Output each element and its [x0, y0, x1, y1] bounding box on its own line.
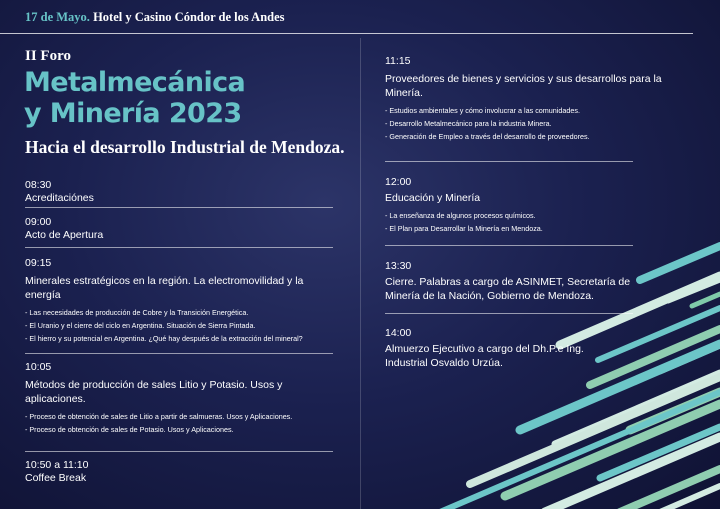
schedule-time: 08:30 — [25, 179, 52, 191]
bullet-item: - Desarrollo Metalmecánico para la industria Minera. — [385, 119, 552, 128]
schedule-label: Acreditaciónes — [25, 192, 94, 204]
schedule-item-1200 — [385, 176, 685, 238]
bullet-item: - Generación de Empleo a través del desarrollo de proveedores. — [385, 132, 590, 141]
schedule-divider — [25, 353, 333, 354]
schedule-divider — [25, 247, 333, 248]
schedule-item-coffee — [25, 459, 325, 485]
schedule-time: 10:05 — [25, 361, 52, 373]
schedule-divider — [25, 451, 333, 452]
schedule-item-1005 — [25, 361, 325, 439]
event-subtitle: Hacia el desarrollo Industrial de Mendoza. — [25, 137, 345, 157]
schedule-divider — [385, 245, 633, 246]
schedule-label: Coffee Break — [25, 472, 87, 484]
bullet-item: - Estudios ambientales y cómo involucrar a las comunidades. — [385, 106, 580, 115]
schedule-label: Minerales estratégicos en la región. La electromovilidad y la energía — [25, 275, 304, 301]
schedule-divider — [385, 161, 633, 162]
bullet-item: - Proceso de obtención de sales de Litio a partir de salmueras. Usos y Aplicaciones. — [25, 412, 293, 421]
event-date-venue — [25, 10, 285, 25]
header-divider — [0, 33, 693, 34]
schedule-divider — [25, 207, 333, 208]
bullet-item: - La enseñanza de algunos procesos químicos. — [385, 211, 536, 220]
bullet-item: - Las necesidades de producción de Cobre y la Transición Energética. — [25, 308, 249, 317]
schedule-bullets — [385, 212, 685, 233]
event-date: 17 de Mayo. — [25, 10, 90, 24]
schedule-time: 13:30 — [385, 260, 412, 272]
schedule-item-1400 — [385, 327, 585, 370]
schedule-bullets — [25, 413, 325, 434]
schedule-time: 09:15 — [25, 257, 52, 269]
event-title — [24, 67, 354, 129]
schedule-item-0915 — [25, 257, 325, 348]
schedule-time: 10:50 a 11:10 — [25, 459, 89, 471]
schedule-item-0830 — [25, 179, 325, 205]
schedule-time: 09:00 — [25, 216, 52, 228]
schedule-bullets — [385, 107, 685, 141]
bullet-item: - El Uranio y el cierre del ciclo en Argentina. Situación de Sierra Pintada. — [25, 321, 256, 330]
schedule-divider — [385, 313, 633, 314]
schedule-label: Almuerzo Ejecutivo a cargo del Dh.P.e Ing. Industrial Osvaldo Urzúa. — [385, 343, 584, 369]
bullet-item: - Proceso de obtención de sales de Potasio. Usos y Aplicaciones. — [25, 425, 234, 434]
schedule-label: Proveedores de bienes y servicios y sus desarrollos para la Minería. — [385, 73, 662, 99]
schedule-label: Educación y Minería — [385, 192, 481, 204]
bullet-item: - El Plan para Desarrollar la Minería en Mendoza. — [385, 224, 543, 233]
schedule-label: Cierre. Palabras a cargo de ASINMET, Secretaría de Minería de la Nación, Gobierno de Mendoza. — [385, 276, 631, 302]
event-title-line1: Metalmecánica — [24, 67, 246, 98]
schedule-label: Acto de Apertura — [25, 229, 104, 241]
schedule-item-0900 — [25, 216, 325, 242]
event-venue: Hotel y Casino Cóndor de los Andes — [93, 10, 285, 24]
event-title-line2: y Minería 2023 — [24, 98, 242, 129]
schedule-time: 11:15 — [385, 55, 411, 67]
schedule-bullets — [25, 309, 325, 343]
column-divider — [360, 38, 361, 509]
schedule-item-1115 — [385, 55, 685, 146]
schedule-time: 14:00 — [385, 327, 412, 339]
schedule-item-1330 — [385, 260, 635, 303]
event-edition: II Foro — [25, 48, 71, 64]
bullet-item: - El hierro y su potencial en Argentina. ¿Qué hay después de la extracción del mineral? — [25, 334, 303, 343]
schedule-label: Métodos de producción de sales Litio y Potasio. Usos y aplicaciones. — [25, 379, 283, 405]
schedule-time: 12:00 — [385, 176, 412, 188]
